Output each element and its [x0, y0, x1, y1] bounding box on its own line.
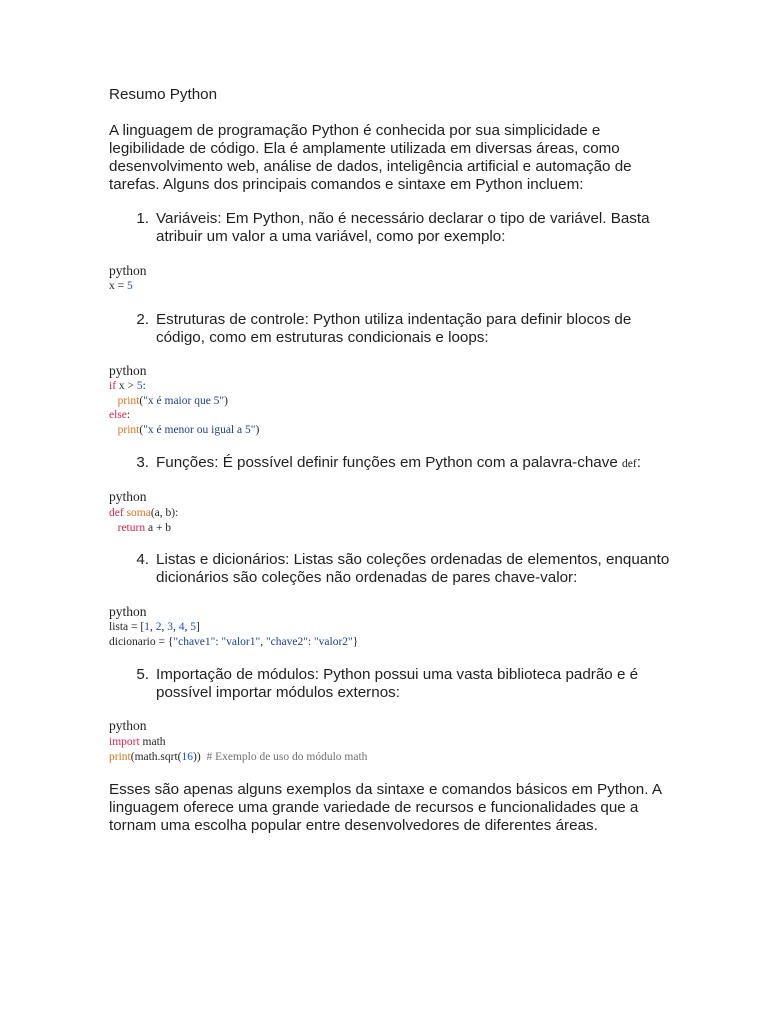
inline-code: def — [622, 458, 637, 470]
code-block-control: if x > 5: print("x é maior que 5") else: print("x é menor ou igual a 5") — [109, 380, 260, 436]
list-item-number: 4. — [136, 551, 149, 568]
list-item-number: 2. — [136, 311, 149, 328]
list-item-number: 1. — [136, 210, 149, 227]
code-label: python — [109, 604, 147, 619]
list-item-text: Importação de módulos: Python possui uma vasta biblioteca padrão e é possível importar módulos externos: — [156, 666, 639, 701]
code-block-functions: def soma(a, b): return a + b — [109, 507, 179, 534]
conclusion-paragraph: Esses são apenas alguns exemplos da sintaxe e comandos básicos em Python. A linguagem oferece uma grande variedade de recursos e funcionalidades que a tornam uma escolha popular entre desenvolvedores de diferentes áreas. — [109, 781, 662, 834]
list-item-number: 3. — [136, 454, 149, 471]
list-item-text: Estruturas de controle: Python utiliza indentação para definir blocos de código, como em estruturas condicionais e loops: — [156, 311, 632, 346]
code-label: python — [109, 489, 147, 504]
list-item-text: Variáveis: Em Python, não é necessário declarar o tipo de variável. Basta atribuir um valor a uma variável, como por exemplo: — [156, 210, 650, 245]
code-label: python — [109, 363, 147, 378]
doc-title: Resumo Python — [109, 86, 218, 103]
code-block-variables: x = 5 — [109, 280, 133, 292]
list-item-number: 5. — [136, 666, 149, 683]
list-item-text: Funções: É possível definir funções em Python com a palavra-chave def: — [156, 454, 641, 471]
code-block-imports: import math print(math.sqrt(16)) # Exemplo de uso do módulo math — [109, 736, 368, 763]
list-item-text: Listas e dicionários: Listas são coleções ordenadas de elementos, enquanto dicionários são coleções não ordenadas de pares chave-valor: — [156, 551, 670, 586]
code-label: python — [109, 263, 147, 278]
code-block-lists: lista = [1, 2, 3, 4, 5] dicionario = {"chave1": "valor1", "chave2": "valor2"} — [109, 621, 359, 648]
code-label: python — [109, 718, 147, 733]
intro-paragraph: A linguagem de programação Python é conhecida por sua simplicidade e legibilidade de código. Ela é amplamente utilizada em diversas áreas, como desenvolvimento web, análise de dados, inteligência artificial e automação de tarefas. Alguns dos principais comandos e sintaxe em Python incluem: — [109, 122, 632, 193]
